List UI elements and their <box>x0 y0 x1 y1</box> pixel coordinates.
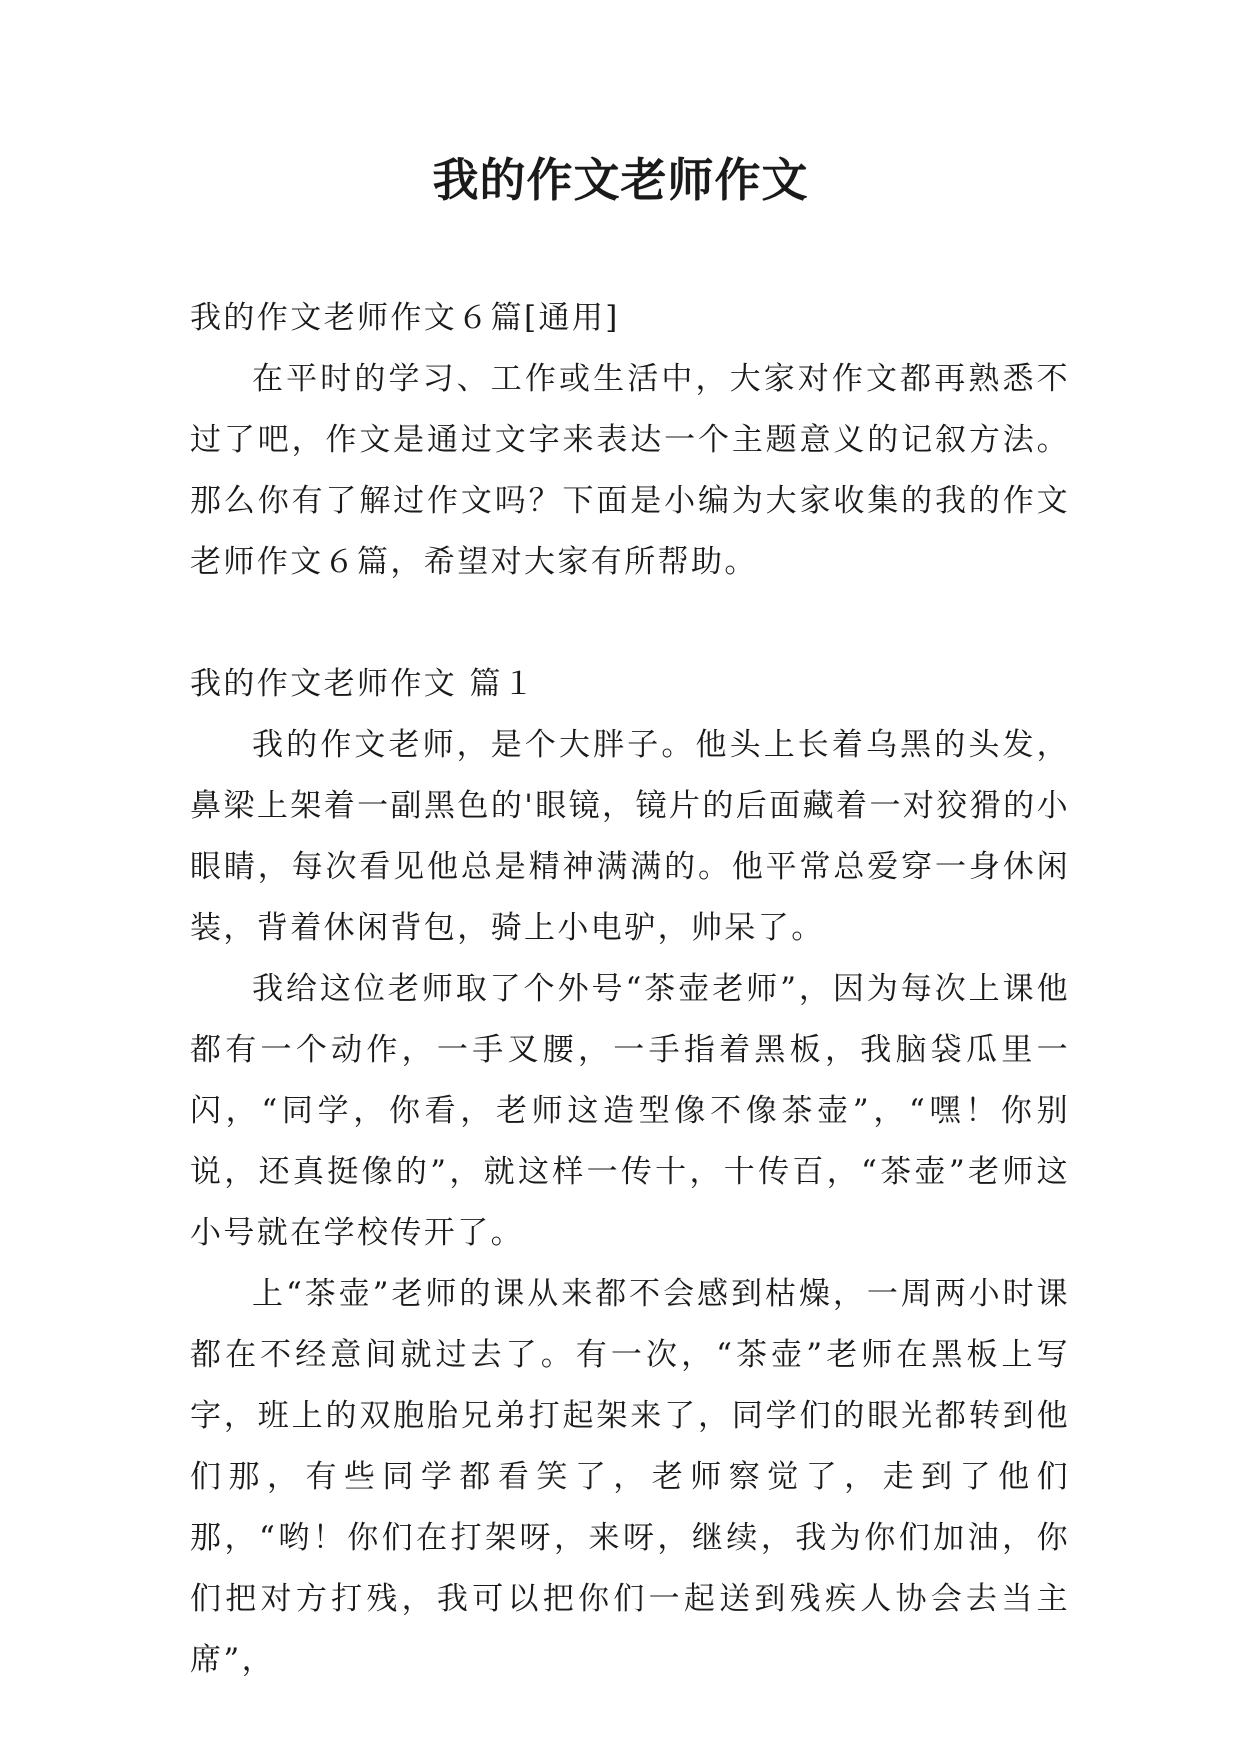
intro-paragraph: 在平时的学习、工作或生活中，大家对作文都再熟悉不过了吧，作文是通过文字来表达一个主题意义的记叙方法。那么你有了解过作文吗？下面是小编为大家收集的我的作文老师作文６篇，希望对大家有所帮助。 <box>190 361 1070 580</box>
section-spacer <box>190 593 1070 654</box>
body-paragraph: 我给这位老师取了个外号“茶壶老师”，因为每次上课他都有一个动作，一手叉腰，一手指着黑板，我脑袋瓜里一闪，“同学，你看，老师这造型像不像茶壶”，“嘿！你别说，还真挺像的”，就这样一传十，十传百，“茶壶”老师这小号就在学校传开了。 <box>190 971 1070 1251</box>
body-paragraph: 我的作文老师，是个大胖子。他头上长着乌黑的头发，鼻梁上架着一副黑色的'眼镜，镜片的后面藏着一对狡猾的小眼睛，每次看见他总是精神满满的。他平常总爱穿一身休闲装，背着休闲背包，骑上小电驴，帅呆了。 <box>190 727 1070 946</box>
document-title: 我的作文老师作文 <box>432 153 809 207</box>
body-paragraph: 上“茶壶”老师的课从来都不会感到枯燥，一周两小时课都在不经意间就过去了。有一次，“茶壶”老师在黑板上写字，班上的双胞胎兄弟打起架来了，同学们的眼光都转到他们那，有些同学都看笑了，老师察觉了，走到了他们那，“哟！你们在打架呀，来呀，继续，我为你们加油，你们把对方打残，我可以把你们一起送到残疾人协会去当主席”， <box>190 1276 1070 1678</box>
section-heading: 我的作文老师作文 篇１ <box>190 666 537 702</box>
document-subtitle: 我的作文老师作文６篇[通用] <box>190 300 620 336</box>
document-body <box>190 288 1070 1691</box>
